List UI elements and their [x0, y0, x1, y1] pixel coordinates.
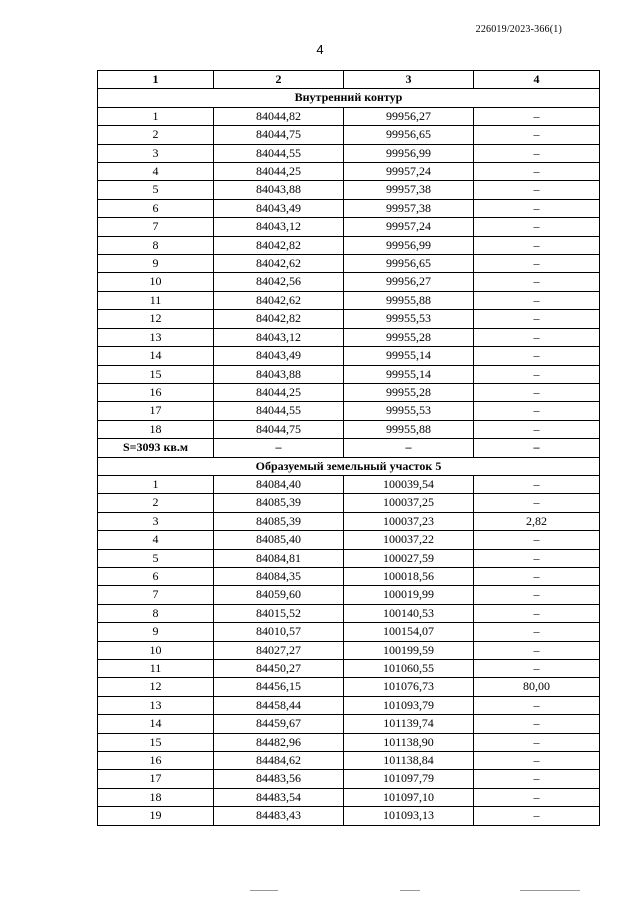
distance: – — [474, 531, 600, 549]
x-coordinate: 84043,49 — [214, 347, 344, 365]
y-coordinate: 99955,88 — [344, 420, 474, 438]
x-coordinate: 84458,44 — [214, 696, 344, 714]
section-title-row — [98, 89, 600, 107]
distance: – — [474, 199, 600, 217]
distance: 2,82 — [474, 512, 600, 530]
point-number: 3 — [98, 512, 214, 530]
y-coordinate: 101093,13 — [344, 807, 474, 825]
distance: 80,00 — [474, 678, 600, 696]
y-coordinate: 99955,14 — [344, 365, 474, 383]
table-row — [98, 310, 600, 328]
point-number: 11 — [98, 660, 214, 678]
y-coordinate: 101139,74 — [344, 715, 474, 733]
point-number: 7 — [98, 218, 214, 236]
distance: – — [474, 696, 600, 714]
x-coordinate: 84085,39 — [214, 512, 344, 530]
distance: – — [474, 475, 600, 493]
x-coordinate: 84044,75 — [214, 420, 344, 438]
point-number: 11 — [98, 291, 214, 309]
x-coordinate: 84483,56 — [214, 770, 344, 788]
area-empty-cell: – — [344, 439, 474, 457]
table-row — [98, 807, 600, 825]
x-coordinate: 84484,62 — [214, 752, 344, 770]
x-coordinate: 84042,56 — [214, 273, 344, 291]
distance: – — [474, 494, 600, 512]
y-coordinate: 99956,65 — [344, 126, 474, 144]
distance: – — [474, 733, 600, 751]
table-row — [98, 567, 600, 585]
table-row — [98, 549, 600, 567]
y-coordinate: 99957,24 — [344, 218, 474, 236]
distance: – — [474, 291, 600, 309]
x-coordinate: 84044,25 — [214, 383, 344, 401]
table-row — [98, 420, 600, 438]
y-coordinate: 100037,25 — [344, 494, 474, 512]
table-header-row — [98, 71, 600, 89]
table-row — [98, 328, 600, 346]
distance: – — [474, 604, 600, 622]
y-coordinate: 101138,90 — [344, 733, 474, 751]
y-coordinate: 101138,84 — [344, 752, 474, 770]
table-row — [98, 107, 600, 125]
y-coordinate: 99957,38 — [344, 181, 474, 199]
distance: – — [474, 788, 600, 806]
area-empty-cell: – — [474, 439, 600, 457]
table-body — [98, 89, 600, 825]
distance: – — [474, 347, 600, 365]
point-number: 1 — [98, 107, 214, 125]
distance: – — [474, 163, 600, 181]
y-coordinate: 101060,55 — [344, 660, 474, 678]
table-row — [98, 531, 600, 549]
table-row — [98, 273, 600, 291]
x-coordinate: 84042,82 — [214, 310, 344, 328]
y-coordinate: 100154,07 — [344, 623, 474, 641]
point-number: 8 — [98, 604, 214, 622]
table-row — [98, 604, 600, 622]
y-coordinate: 99955,28 — [344, 383, 474, 401]
x-coordinate: 84044,75 — [214, 126, 344, 144]
y-coordinate: 101076,73 — [344, 678, 474, 696]
table-row — [98, 715, 600, 733]
distance: – — [474, 236, 600, 254]
distance: – — [474, 752, 600, 770]
x-coordinate: 84059,60 — [214, 586, 344, 604]
table-row — [98, 144, 600, 162]
point-number: 2 — [98, 126, 214, 144]
point-number: 16 — [98, 383, 214, 401]
point-number: 4 — [98, 163, 214, 181]
y-coordinate: 100037,22 — [344, 531, 474, 549]
distance: – — [474, 273, 600, 291]
table-row — [98, 126, 600, 144]
point-number: 5 — [98, 549, 214, 567]
y-coordinate: 99955,53 — [344, 310, 474, 328]
point-number: 18 — [98, 420, 214, 438]
table-row — [98, 641, 600, 659]
point-number: 15 — [98, 733, 214, 751]
distance: – — [474, 567, 600, 585]
point-number: 7 — [98, 586, 214, 604]
y-coordinate: 99957,24 — [344, 163, 474, 181]
x-coordinate: 84027,27 — [214, 641, 344, 659]
y-coordinate: 100037,23 — [344, 512, 474, 530]
distance: – — [474, 383, 600, 401]
header-col-1: 1 — [98, 71, 214, 89]
x-coordinate: 84085,40 — [214, 531, 344, 549]
x-coordinate: 84084,40 — [214, 475, 344, 493]
y-coordinate: 100027,59 — [344, 549, 474, 567]
x-coordinate: 84043,49 — [214, 199, 344, 217]
point-number: 13 — [98, 328, 214, 346]
y-coordinate: 100140,53 — [344, 604, 474, 622]
x-coordinate: 84456,15 — [214, 678, 344, 696]
y-coordinate: 101097,10 — [344, 788, 474, 806]
table-row — [98, 475, 600, 493]
area-row — [98, 439, 600, 457]
x-coordinate: 84044,55 — [214, 144, 344, 162]
distance: – — [474, 715, 600, 733]
distance: – — [474, 549, 600, 567]
point-number: 17 — [98, 770, 214, 788]
table-row — [98, 347, 600, 365]
distance: – — [474, 660, 600, 678]
y-coordinate: 100018,56 — [344, 567, 474, 585]
y-coordinate: 101093,79 — [344, 696, 474, 714]
point-number: 2 — [98, 494, 214, 512]
scan-artifacts — [0, 888, 640, 894]
table-row — [98, 770, 600, 788]
x-coordinate: 84044,55 — [214, 402, 344, 420]
header-col-3: 3 — [344, 71, 474, 89]
distance: – — [474, 218, 600, 236]
x-coordinate: 84044,82 — [214, 107, 344, 125]
point-number: 1 — [98, 475, 214, 493]
area-value: S=3093 кв.м — [98, 439, 214, 457]
point-number: 10 — [98, 273, 214, 291]
distance: – — [474, 420, 600, 438]
point-number: 9 — [98, 623, 214, 641]
table-row — [98, 788, 600, 806]
area-empty-cell: – — [214, 439, 344, 457]
section-title: Образуемый земельный участок 5 — [98, 457, 600, 475]
table-row — [98, 236, 600, 254]
point-number: 19 — [98, 807, 214, 825]
y-coordinate: 99955,28 — [344, 328, 474, 346]
page-number: 4 — [316, 42, 324, 57]
distance: – — [474, 641, 600, 659]
table-row — [98, 512, 600, 530]
table-row — [98, 733, 600, 751]
x-coordinate: 84459,67 — [214, 715, 344, 733]
x-coordinate: 84450,27 — [214, 660, 344, 678]
section-title: Внутренний контур — [98, 89, 600, 107]
table-row — [98, 383, 600, 401]
point-number: 3 — [98, 144, 214, 162]
distance: – — [474, 310, 600, 328]
point-number: 10 — [98, 641, 214, 659]
point-number: 4 — [98, 531, 214, 549]
table-row — [98, 218, 600, 236]
coordinates-table — [97, 70, 600, 826]
distance: – — [474, 586, 600, 604]
table-row — [98, 291, 600, 309]
header-col-4: 4 — [474, 71, 600, 89]
y-coordinate: 101097,79 — [344, 770, 474, 788]
distance: – — [474, 144, 600, 162]
point-number: 8 — [98, 236, 214, 254]
table-row — [98, 586, 600, 604]
distance: – — [474, 107, 600, 125]
point-number: 18 — [98, 788, 214, 806]
table-row — [98, 752, 600, 770]
table-row — [98, 623, 600, 641]
point-number: 15 — [98, 365, 214, 383]
y-coordinate: 99955,53 — [344, 402, 474, 420]
distance: – — [474, 402, 600, 420]
x-coordinate: 84044,25 — [214, 163, 344, 181]
point-number: 5 — [98, 181, 214, 199]
x-coordinate: 84084,81 — [214, 549, 344, 567]
section-title-row — [98, 457, 600, 475]
y-coordinate: 99955,88 — [344, 291, 474, 309]
y-coordinate: 99956,99 — [344, 236, 474, 254]
distance: – — [474, 770, 600, 788]
point-number: 14 — [98, 347, 214, 365]
table-row — [98, 494, 600, 512]
point-number: 13 — [98, 696, 214, 714]
table-row — [98, 402, 600, 420]
x-coordinate: 84483,43 — [214, 807, 344, 825]
y-coordinate: 99956,65 — [344, 255, 474, 273]
x-coordinate: 84043,12 — [214, 328, 344, 346]
x-coordinate: 84483,54 — [214, 788, 344, 806]
x-coordinate: 84043,88 — [214, 365, 344, 383]
distance: – — [474, 328, 600, 346]
x-coordinate: 84085,39 — [214, 494, 344, 512]
table-row — [98, 696, 600, 714]
y-coordinate: 99956,27 — [344, 107, 474, 125]
point-number: 12 — [98, 678, 214, 696]
x-coordinate: 84015,52 — [214, 604, 344, 622]
table-row — [98, 199, 600, 217]
distance: – — [474, 255, 600, 273]
x-coordinate: 84043,88 — [214, 181, 344, 199]
point-number: 6 — [98, 567, 214, 585]
table-row — [98, 255, 600, 273]
point-number: 6 — [98, 199, 214, 217]
distance: – — [474, 807, 600, 825]
table-row — [98, 163, 600, 181]
document-id: 226019/2023-366(1) — [475, 24, 562, 35]
point-number: 12 — [98, 310, 214, 328]
distance: – — [474, 623, 600, 641]
point-number: 16 — [98, 752, 214, 770]
distance: – — [474, 181, 600, 199]
x-coordinate: 84482,96 — [214, 733, 344, 751]
x-coordinate: 84084,35 — [214, 567, 344, 585]
x-coordinate: 84042,62 — [214, 255, 344, 273]
distance: – — [474, 365, 600, 383]
y-coordinate: 100019,99 — [344, 586, 474, 604]
y-coordinate: 99956,99 — [344, 144, 474, 162]
point-number: 14 — [98, 715, 214, 733]
point-number: 17 — [98, 402, 214, 420]
header-col-2: 2 — [214, 71, 344, 89]
y-coordinate: 99956,27 — [344, 273, 474, 291]
x-coordinate: 84010,57 — [214, 623, 344, 641]
table-row — [98, 181, 600, 199]
y-coordinate: 99957,38 — [344, 199, 474, 217]
point-number: 9 — [98, 255, 214, 273]
table-row — [98, 678, 600, 696]
x-coordinate: 84042,82 — [214, 236, 344, 254]
table-row — [98, 365, 600, 383]
y-coordinate: 99955,14 — [344, 347, 474, 365]
x-coordinate: 84043,12 — [214, 218, 344, 236]
table-row — [98, 660, 600, 678]
y-coordinate: 100199,59 — [344, 641, 474, 659]
y-coordinate: 100039,54 — [344, 475, 474, 493]
distance: – — [474, 126, 600, 144]
x-coordinate: 84042,62 — [214, 291, 344, 309]
